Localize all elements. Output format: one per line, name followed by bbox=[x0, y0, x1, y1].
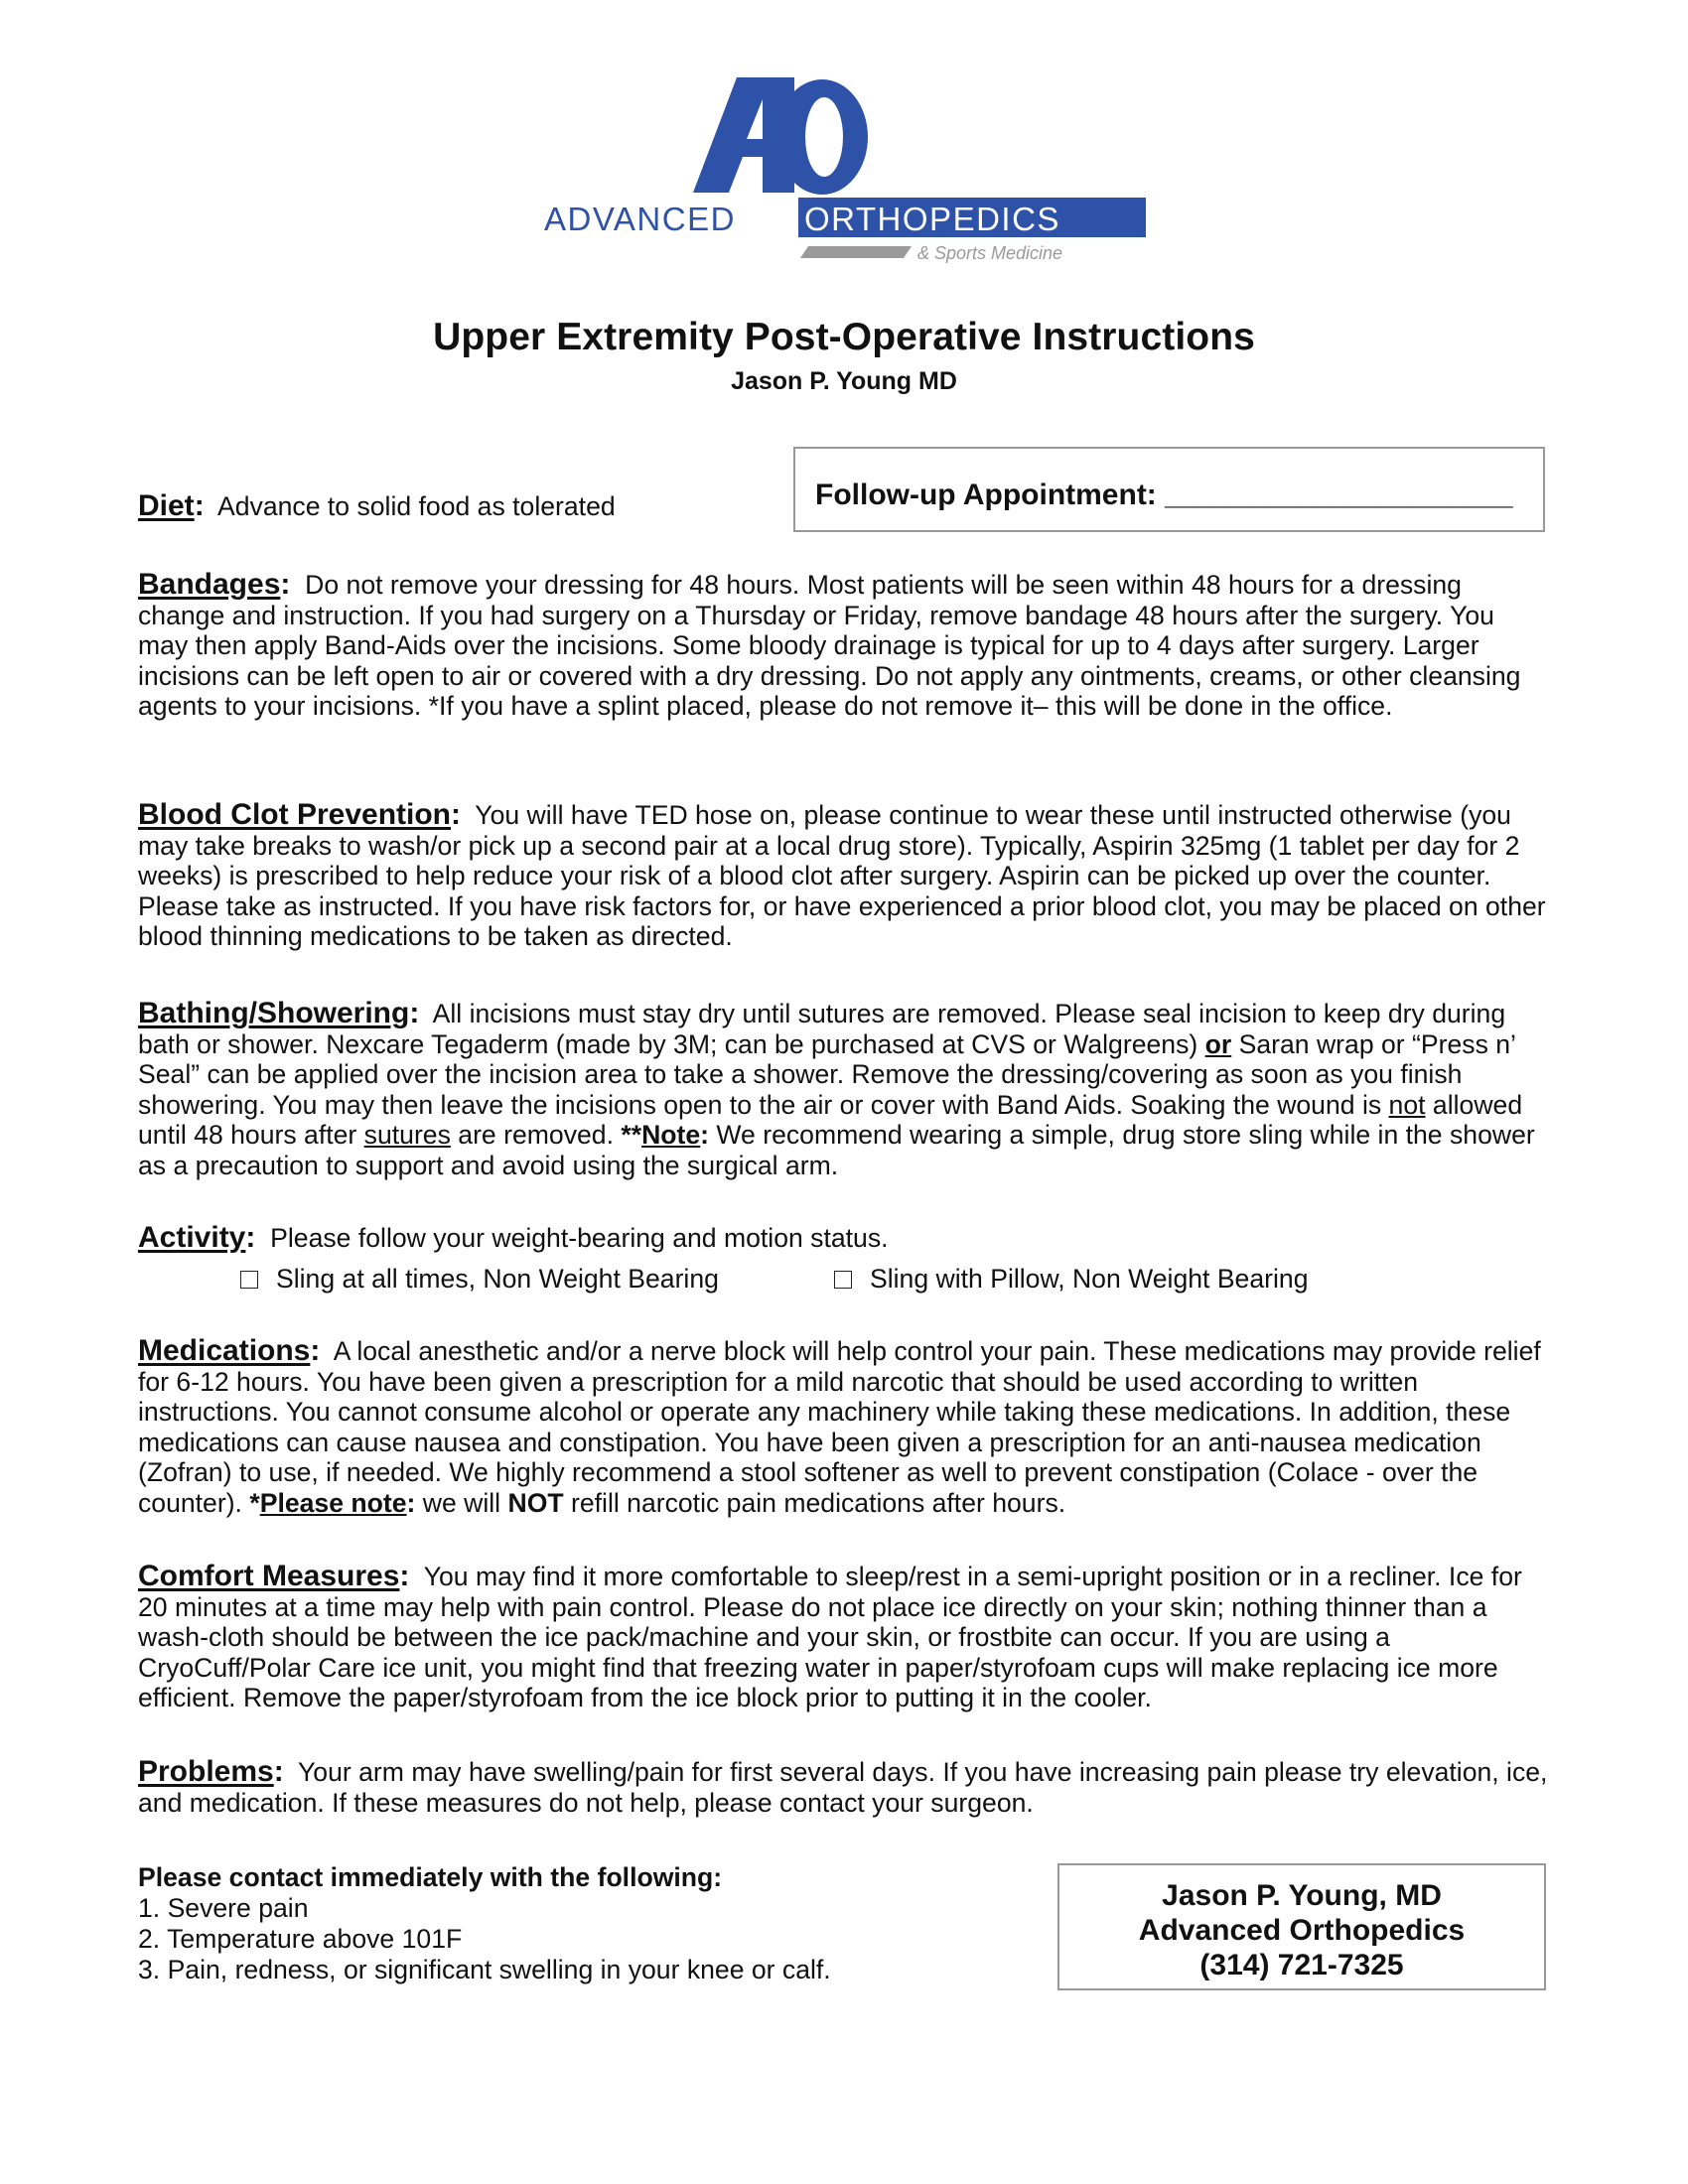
blood-clot-heading: Blood Clot Prevention bbox=[138, 798, 451, 831]
activity-heading: Activity bbox=[138, 1221, 246, 1254]
bathing-note-prefix: ** bbox=[621, 1120, 642, 1150]
comfort-text: You may find it more comfortable to sleep/rest in a semi-upright position or in a recliner. Ice for 20 minutes at a time may help with pain control. Please do not place ice directly on your skin; nothing thinner than a wash-cloth should be between the ice pack/machine and your skin, or frostbite can occur. If you are using a CryoCuff/Polar Care ice unit, you might find that freezing water in paper/styrofoam cups will make replacing ice more efficient. Remove the paper/styrofoam from the ice block prior to putting it in the cooler. bbox=[138, 1562, 1522, 1712]
page-subtitle: Jason P. Young MD bbox=[731, 367, 957, 395]
bathing-text-4: are removed. bbox=[458, 1120, 614, 1150]
problems-section: Problems: Your arm may have swelling/pain for first several days. If you have increasing pain please try elevation, ice, and medication. If these measures do not help, please contact your surgeon. bbox=[138, 1755, 1548, 1818]
problems-heading: Problems bbox=[138, 1755, 274, 1788]
diet-text: Advance to solid food as tolerated bbox=[217, 491, 616, 521]
medications-please-note: Please note bbox=[259, 1487, 407, 1518]
bathing-not: not bbox=[1388, 1089, 1426, 1120]
bathing-heading: Bathing/Showering bbox=[138, 997, 410, 1029]
activity-option-1[interactable] bbox=[240, 1264, 719, 1295]
medications-heading: Medications bbox=[138, 1334, 311, 1367]
diet-section: Diet: Advance to solid food as tolerated bbox=[138, 489, 616, 522]
activity-section: Activity: Please follow your weight-bearing and motion status. bbox=[138, 1221, 889, 1254]
diet-heading: Diet bbox=[138, 489, 195, 522]
activity-option-2[interactable] bbox=[834, 1264, 1308, 1295]
contact-title: Please contact immediately with the following: bbox=[138, 1862, 723, 1892]
card-phone[interactable]: (314) 721-7325 bbox=[1199, 1949, 1404, 1981]
bathing-note: Note bbox=[641, 1120, 701, 1150]
contact-list bbox=[138, 1862, 831, 1985]
logo-line1: ADVANCED bbox=[544, 201, 736, 237]
medications-not: NOT bbox=[507, 1487, 564, 1518]
bathing-text-2: Saran wrap or “Press n’ Seal” can be applied over the incision area to take a shower. Remove the dressing/covering as soon as you finish showering. You may then leave the incisions open to the air or cover with Band Aids. Soaking the wound is bbox=[138, 1028, 1515, 1120]
activity-text: Please follow your weight-bearing and motion status. bbox=[270, 1223, 889, 1253]
medications-text-2: we will bbox=[422, 1487, 501, 1518]
contact-item: 2. Temperature above 101F bbox=[138, 1924, 463, 1954]
bathing-sutures: sutures bbox=[363, 1120, 451, 1150]
logo-line2: ORTHOPEDICS bbox=[804, 201, 1060, 237]
card-practice: Advanced Orthopedics bbox=[1138, 1914, 1466, 1947]
medications-section: Medications: A local anesthetic and/or a nerve block will help control your pain. These medications may provide relief for 6-12 hours. You have been given a prescription for a mild narcotic that should be used according to written instructions. You cannot consume alcohol or operate any machinery while taking these medications. In addition, these medications can cause nausea and constipation. You have been given a prescription for an anti-nausea medication (Zofran) to use, if needed. We highly recommend a stool softener as well to prevent constipation (Colace - over the counter). *Please note: we will NOT refill narcotic pain medications after hours. bbox=[138, 1334, 1541, 1518]
bathing-or: or bbox=[1204, 1028, 1232, 1059]
page-title: Upper Extremity Post-Operative Instructions bbox=[433, 316, 1255, 358]
bathing-text-5: We recommend wearing a simple, drug store sling while in the shower as a precaution to support and avoid using the surgical arm. bbox=[138, 1120, 1535, 1180]
activity-option-1-label: Sling at all times, Non Weight Bearing bbox=[276, 1264, 719, 1294]
advanced-orthopedics-logo bbox=[534, 73, 1150, 272]
card-name: Jason P. Young, MD bbox=[1162, 1879, 1442, 1912]
logo-gray-bar bbox=[800, 246, 912, 258]
blood-clot-section: Blood Clot Prevention: You will have TED hose on, please continue to wear these until instructed otherwise (you may take breaks to wash/or pick up a second pair at a local drug store). Typically, Aspirin 325mg (1 tablet per day for 2 weeks) is prescribed to help reduce your risk of a blood clot after surgery. Aspirin can be picked up over the counter. Please take as instructed. If you have risk factors for, or have experienced a prior blood clot, you may be placed on other blood thinning medications to be taken as directed. bbox=[138, 798, 1546, 951]
bathing-section: Bathing/Showering: All incisions must stay dry until sutures are removed. Please seal incision to keep dry during bath or shower. Nexcare Tegaderm (made by 3M; can be purchased at CVS or Walgreens) or Saran wrap or “Press n’ Seal” can be applied over the incision area to take a shower. Remove the dressing/covering as soon as you finish showering. You may then leave the incisions open to the air or cover with Band Aids. Soaking the wound is not allowed until 48 hours after sutures are removed. **Note: We recommend wearing a simple, drug store sling while in the shower as a precaution to support and avoid using the surgical arm. bbox=[138, 997, 1535, 1180]
comfort-section: Comfort Measures: You may find it more comfortable to sleep/rest in a semi-upright position or in a recliner. Ice for 20 minutes at a time may help with pain control. Please do not place ice directly on your skin; nothing thinner than a wash-cloth should be between the ice pack/machine and your skin, or frostbite can occur. If you are using a CryoCuff/Polar Care ice unit, you might find that freezing water in paper/styrofoam cups will make replacing ice more efficient. Remove the paper/styrofoam from the ice block prior to putting it in the cooler. bbox=[138, 1560, 1522, 1712]
contact-item: 1. Severe pain bbox=[138, 1893, 309, 1923]
bathing-text-1: All incisions must stay dry until sutures are removed. Please seal incision to keep dry during bath or shower. Nexcare Tegaderm (made by 3M; can be purchased at CVS or Walgreens) bbox=[138, 999, 1506, 1059]
bathing-text-3: allowed until 48 hours after bbox=[138, 1089, 1523, 1150]
medications-star: * bbox=[249, 1487, 260, 1518]
followup-blank[interactable]: _____________________ bbox=[1165, 478, 1513, 511]
bandages-section: Bandages: Do not remove your dressing for 48 hours. Most patients will be seen within 48 hours for a dressing change and instruction. If you had surgery on a Thursday or Friday, remove bandage 48 hours after the surgery. You may then apply Band-Aids over the incisions. Some bloody drainage is typical for up to 4 days after surgery. Larger incisions can be left open to air or covered with a dry dressing. Do not apply any ointments, creams, or other cleansing agents to your incisions. *If you have a splint placed, please do not remove it– this will be done in the office. bbox=[138, 568, 1521, 721]
activity-option-2-label: Sling with Pillow, Non Weight Bearing bbox=[870, 1264, 1309, 1294]
followup-label: Follow-up Appointment: bbox=[815, 478, 1157, 511]
contact-item: 3. Pain, redness, or significant swelling in your knee or calf. bbox=[138, 1955, 831, 1984]
medications-text-1: A local anesthetic and/or a nerve block will help control your pain. These medications may provide relief for 6-12 hours. You have been given a prescription for a mild narcotic that should be used according to written instructions. You cannot consume alcohol or operate any machinery while taking these medications. In addition, these medications can cause nausea and constipation. You have been given a prescription for an anti-nausea medication (Zofran) to use, if needed. We highly recommend a stool softener as well to prevent constipation (Colace - over the counter). bbox=[138, 1336, 1541, 1518]
bandages-text: Do not remove your dressing for 48 hours. Most patients will be seen within 48 hours for a dressing change and instruction. If you had surgery on a Thursday or Friday, remove bandage 48 hours after the surgery. You may then apply Band-Aids over the incisions. Some bloody drainage is typical for up to 4 days after surgery. Larger incisions can be left open to air or covered with a dry dressing. Do not apply any ointments, creams, or other cleansing agents to your incisions. *If you have a splint placed, please do not remove it– this will be done in the office. bbox=[138, 570, 1521, 721]
logo-tagline: & Sports Medicine bbox=[917, 243, 1063, 263]
checkbox-icon[interactable] bbox=[834, 1271, 852, 1289]
doctor-contact-card bbox=[1057, 1863, 1546, 1990]
checkbox-icon[interactable] bbox=[240, 1271, 258, 1289]
blood-clot-text: You will have TED hose on, please continue to wear these until instructed otherwise (you may take breaks to wash/or pick up a second pair at a local drug store). Typically, Aspirin 325mg (1 tablet per day for 2 weeks) is prescribed to help reduce your risk of a blood clot after surgery. Aspirin can be picked up over the counter. Please take as instructed. If you have risk factors for, or have experienced a prior blood clot, you may be placed on other blood thinning medications to be taken as directed. bbox=[138, 800, 1546, 951]
bandages-heading: Bandages bbox=[138, 568, 281, 601]
medications-text-3: refill narcotic pain medications after hours. bbox=[571, 1487, 1066, 1518]
problems-text: Your arm may have swelling/pain for first several days. If you have increasing pain please try elevation, ice, and medication. If these measures do not help, please contact your surgeon. bbox=[138, 1757, 1548, 1818]
comfort-heading: Comfort Measures bbox=[138, 1560, 400, 1592]
